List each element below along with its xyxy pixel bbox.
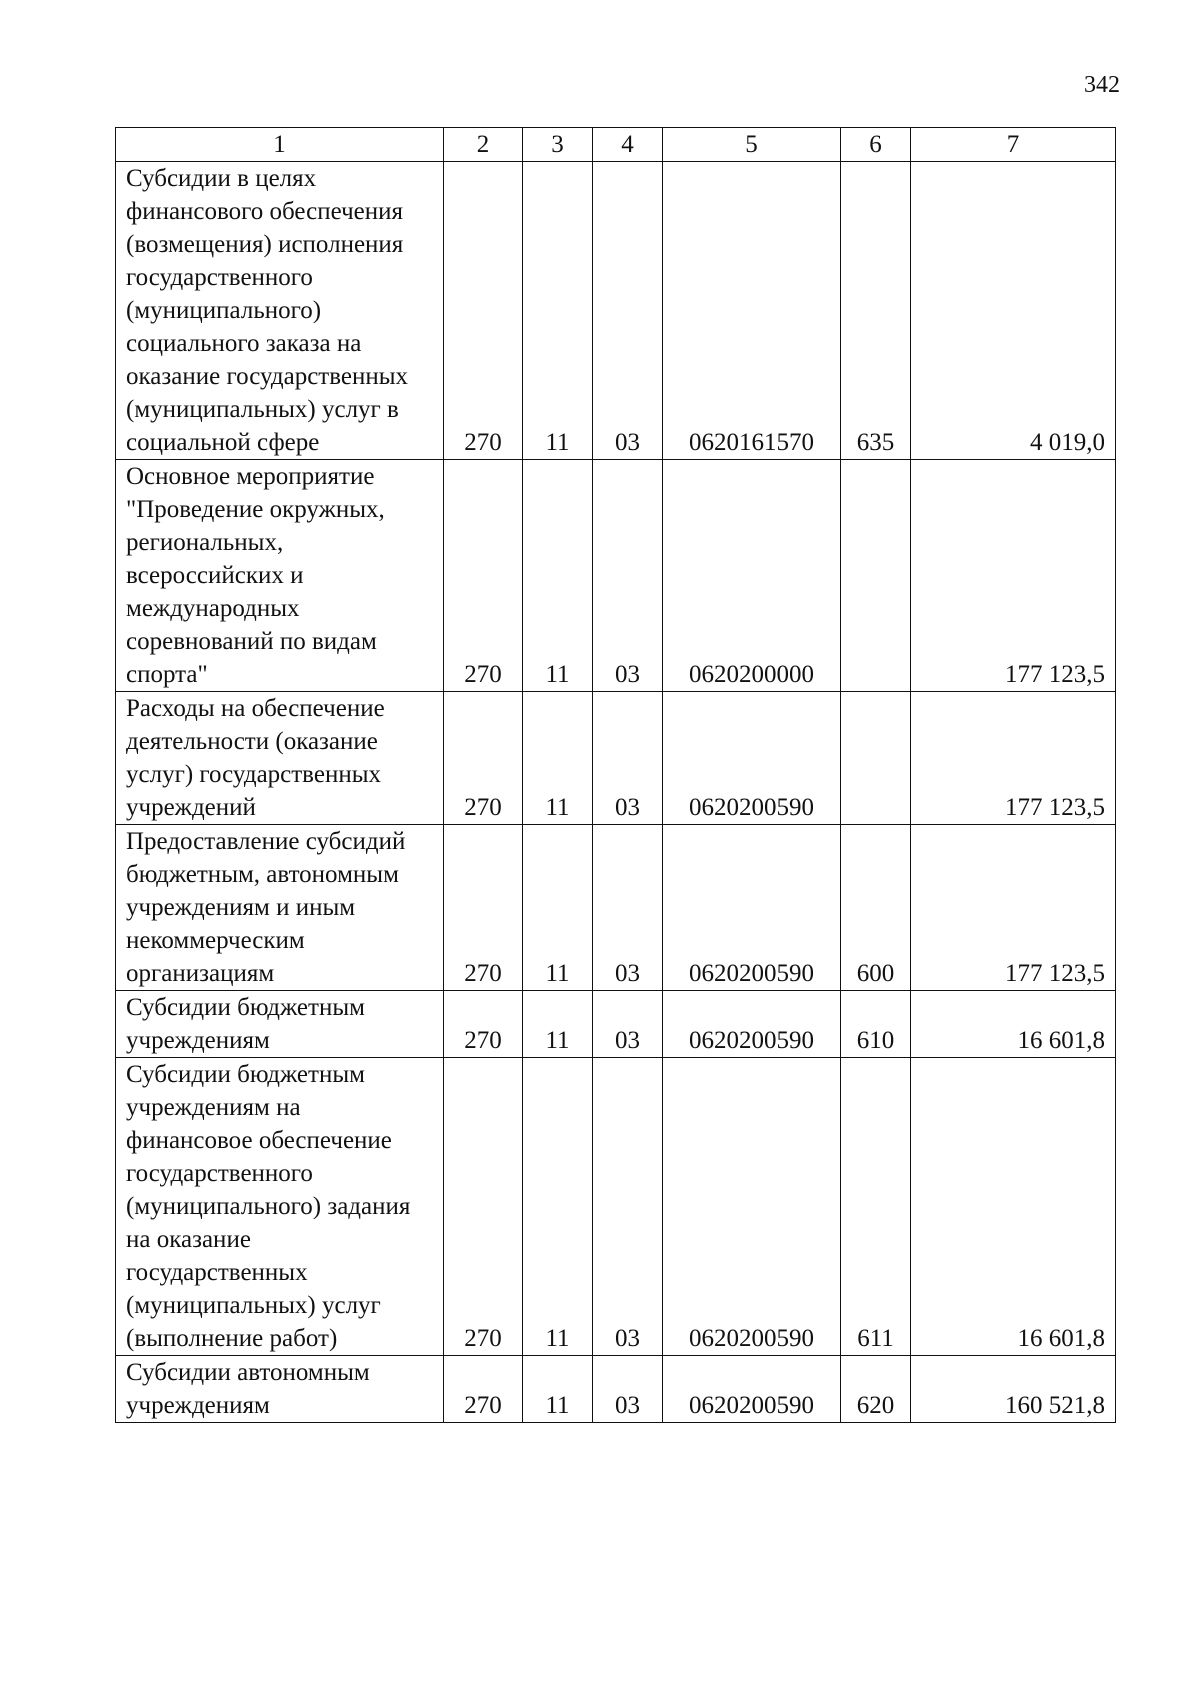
row-amount: 4 019,0 — [911, 162, 1116, 460]
table-row — [116, 991, 1116, 1058]
row-ministry-code: 270 — [444, 991, 523, 1058]
row-section-code: 11 — [523, 825, 593, 991]
row-name: Субсидии в целях финансового обеспечения (возмещения) исполнения государственного (муниципального) социального заказа на оказание государственных (муниципальных) услуг в социальной сфере — [116, 162, 444, 460]
row-ministry-code: 270 — [444, 825, 523, 991]
row-expense-type: 610 — [841, 991, 911, 1058]
row-ministry-code: 270 — [444, 162, 523, 460]
row-subsection-code: 03 — [593, 991, 663, 1058]
row-target-code: 0620161570 — [663, 162, 841, 460]
row-expense-type: 635 — [841, 162, 911, 460]
row-name: Расходы на обеспечение деятельности (оказание услуг) государственных учреждений — [116, 692, 444, 825]
row-amount: 177 123,5 — [911, 460, 1116, 692]
row-subsection-code: 03 — [593, 825, 663, 991]
row-amount: 177 123,5 — [911, 825, 1116, 991]
row-ministry-code: 270 — [444, 692, 523, 825]
row-name: Предоставление субсидий бюджетным, автономным учреждениям и иным некоммерческим организациям — [116, 825, 444, 991]
row-section-code: 11 — [523, 162, 593, 460]
row-section-code: 11 — [523, 692, 593, 825]
row-subsection-code: 03 — [593, 162, 663, 460]
row-name: Субсидии бюджетным учреждениям — [116, 991, 444, 1058]
row-ministry-code: 270 — [444, 460, 523, 692]
row-expense-type: 600 — [841, 825, 911, 991]
table-row — [116, 460, 1116, 692]
header-cell-6: 6 — [841, 128, 911, 162]
row-name: Основное мероприятие "Проведение окружных, региональных, всероссийских и международных соревнований по видам спорта" — [116, 460, 444, 692]
row-subsection-code: 03 — [593, 460, 663, 692]
table-row — [116, 1058, 1116, 1356]
page-number: 342 — [1084, 72, 1120, 98]
row-subsection-code: 03 — [593, 692, 663, 825]
table-row — [116, 1356, 1116, 1423]
row-target-code: 0620200590 — [663, 1058, 841, 1356]
row-name: Субсидии бюджетным учреждениям на финансовое обеспечение государственного (муниципального) задания на оказание государственных (муниципальных) услуг (выполнение работ) — [116, 1058, 444, 1356]
row-amount: 160 521,8 — [911, 1356, 1116, 1423]
row-expense-type — [841, 460, 911, 692]
table-row — [116, 825, 1116, 991]
row-target-code: 0620200590 — [663, 825, 841, 991]
row-target-code: 0620200590 — [663, 692, 841, 825]
header-cell-2: 2 — [444, 128, 523, 162]
row-section-code: 11 — [523, 1356, 593, 1423]
row-name: Субсидии автономным учреждениям — [116, 1356, 444, 1423]
row-subsection-code: 03 — [593, 1356, 663, 1423]
row-target-code: 0620200590 — [663, 1356, 841, 1423]
row-expense-type: 620 — [841, 1356, 911, 1423]
header-cell-5: 5 — [663, 128, 841, 162]
row-section-code: 11 — [523, 1058, 593, 1356]
row-target-code: 0620200590 — [663, 991, 841, 1058]
budget-table — [115, 127, 1116, 1423]
row-section-code: 11 — [523, 460, 593, 692]
row-expense-type — [841, 692, 911, 825]
row-section-code: 11 — [523, 991, 593, 1058]
header-cell-3: 3 — [523, 128, 593, 162]
row-amount: 16 601,8 — [911, 991, 1116, 1058]
table-header-row — [116, 128, 1116, 162]
row-target-code: 0620200000 — [663, 460, 841, 692]
row-ministry-code: 270 — [444, 1058, 523, 1356]
header-cell-7: 7 — [911, 128, 1116, 162]
row-amount: 177 123,5 — [911, 692, 1116, 825]
row-expense-type: 611 — [841, 1058, 911, 1356]
row-subsection-code: 03 — [593, 1058, 663, 1356]
table-row — [116, 162, 1116, 460]
row-ministry-code: 270 — [444, 1356, 523, 1423]
table-row — [116, 692, 1116, 825]
header-cell-4: 4 — [593, 128, 663, 162]
row-amount: 16 601,8 — [911, 1058, 1116, 1356]
header-cell-1: 1 — [116, 128, 444, 162]
